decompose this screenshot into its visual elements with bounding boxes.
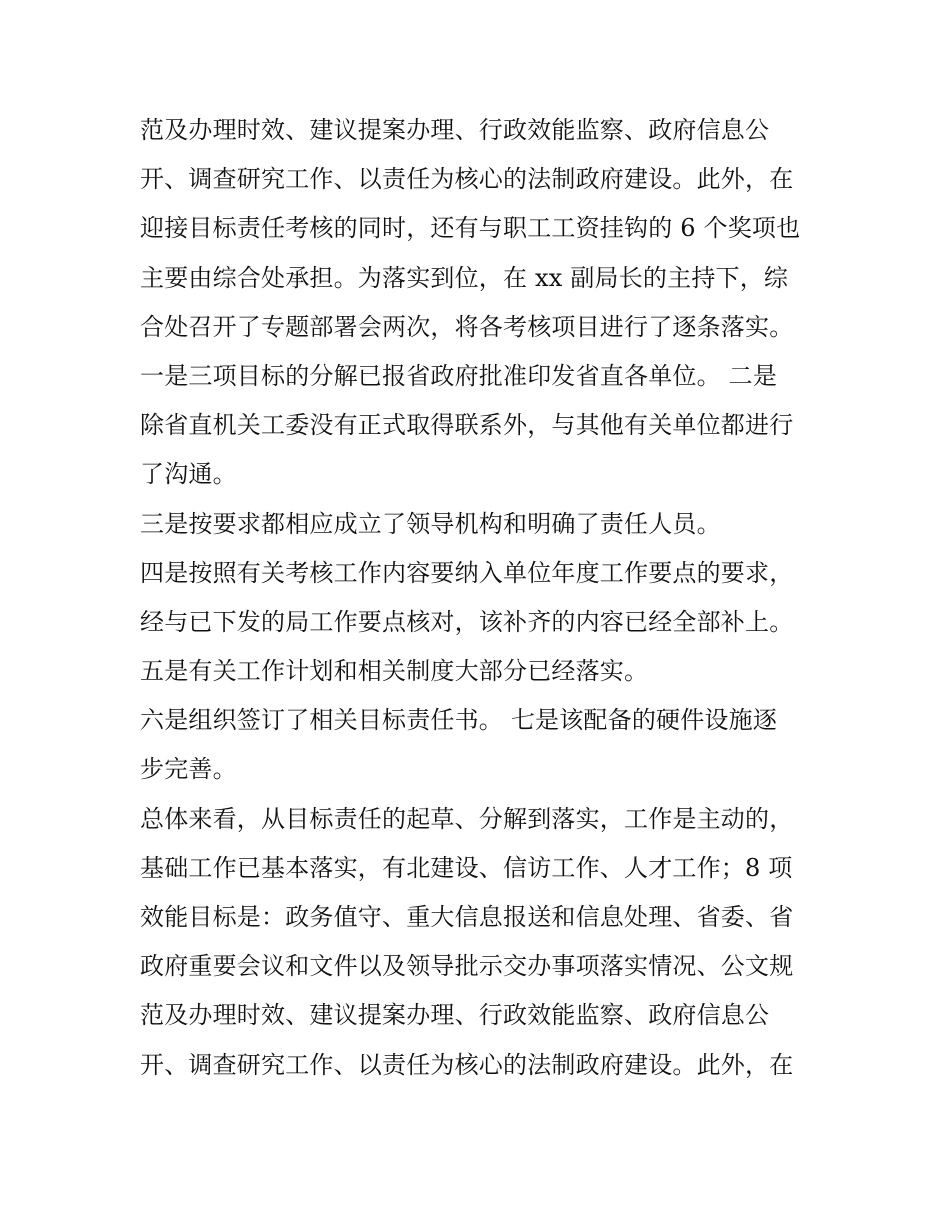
text-line: 主要由综合处承担。为落实到位，在 xx 副局长的主持下，综 bbox=[140, 263, 789, 292]
text-line: 范及办理时效、建议提案办理、行政效能监察、政府信息公 bbox=[140, 116, 770, 144]
text-line: 迎接目标责任考核的同时，还有与职工工资挂钩的 6 个奖项也 bbox=[140, 214, 801, 243]
text-line: 经与已下发的局工作要点核对，该补齐的内容已经全部补上。 bbox=[140, 607, 794, 636]
text-line: 总体来看，从目标责任的起草、分解到落实，工作是主动的， bbox=[140, 804, 794, 833]
text-line: 范及办理时效、建议提案办理、行政效能监察、政府信息公 bbox=[140, 1001, 770, 1030]
text-line: 政府重要会议和文件以及领导批示交办事项落实情况、公文规 bbox=[140, 952, 794, 981]
text-line: 了沟通。 bbox=[140, 460, 237, 489]
text-line: 六是组织签订了相关目标责任书。 七是该配备的硬件设施逐 bbox=[140, 706, 778, 735]
text-line: 三是按要求都相应成立了领导机构和明确了责任人员。 bbox=[140, 509, 721, 538]
text-line: 开、调查研究工作、以责任为核心的法制政府建设。此外，在 bbox=[140, 1050, 794, 1079]
text-line: 步完善。 bbox=[140, 755, 237, 784]
text-line: 五是有关工作计划和相关制度大部分已经落实。 bbox=[140, 657, 649, 686]
text-line: 基础工作已基本落实，有北建设、信访工作、人才工作；8 项 bbox=[140, 853, 793, 882]
text-line: 四是按照有关考核工作内容要纳入单位年度工作要点的要求， bbox=[140, 558, 794, 587]
text-line: 合处召开了专题部署会两次，将各考核项目进行了逐条落实。 bbox=[140, 312, 794, 341]
text-line: 除省直机关工委没有正式取得联系外，与其他有关单位都进行 bbox=[140, 411, 794, 440]
document-body bbox=[140, 106, 820, 1090]
text-line: 一是三项目标的分解已报省政府批准印发省直各单位。 二是 bbox=[140, 361, 778, 390]
text-line: 开、调查研究工作、以责任为核心的法制政府建设。此外，在 bbox=[140, 165, 794, 194]
text-line: 效能目标是：政务值守、重大信息报送和信息处理、省委、省 bbox=[140, 903, 794, 931]
